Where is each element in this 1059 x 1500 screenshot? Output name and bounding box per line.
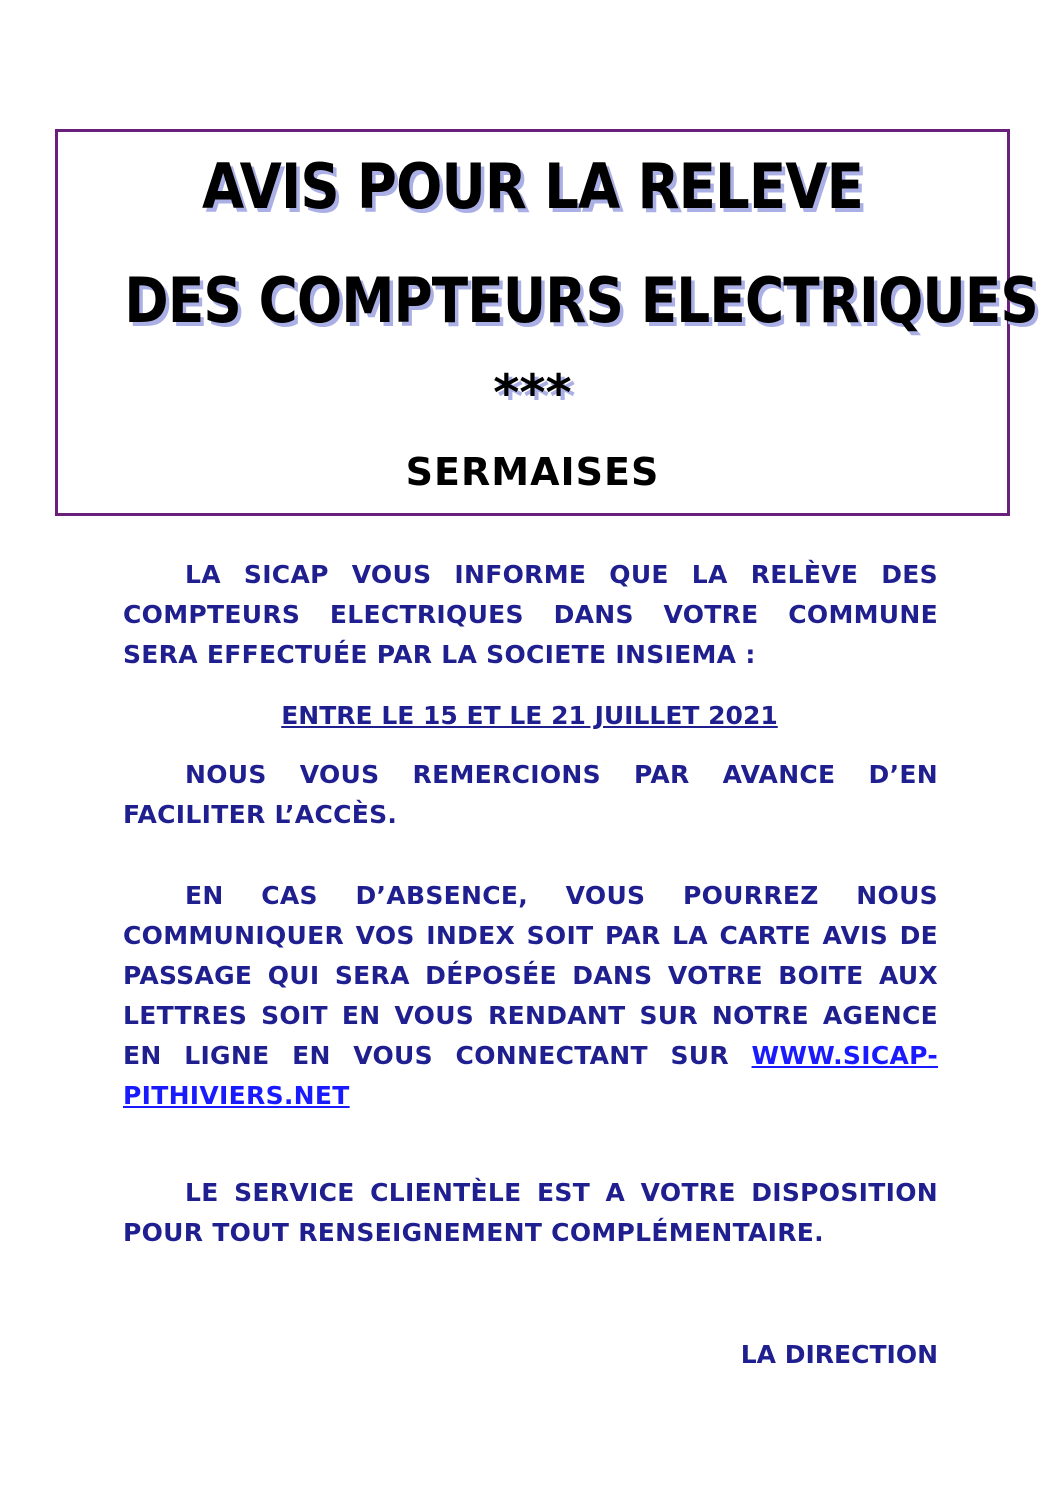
header-box: [55, 129, 1038, 516]
title-line-1: AVIS POUR LA RELEVE: [201, 150, 864, 223]
title-line-2: DES COMPTEURS ELECTRIQUES: [124, 264, 1038, 337]
service-paragraph: LE SERVICE CLIENTÈLE EST A VOTRE DISPOSITION POUR TOUT RENSEIGNEMENT COMPLÉMENTAIRE.: [123, 1178, 938, 1247]
date-range: [0, 696, 1059, 736]
absence-text: EN CAS D’ABSENCE, VOUS POURREZ NOUS COMMUNIQUER VOS INDEX SOIT PAR LA CARTE AVIS DE PASSAGE QUI SERA DÉPOSÉE DANS VOTRE BOITE AUX LETTRES SOIT EN VOUS RENDANT SUR NOTRE AGENCE EN LIGNE EN VOUS CONNECTANT SUR: [123, 881, 938, 1070]
signature: LA DIRECTION: [740, 1340, 938, 1369]
thanks-paragraph: NOUS VOUS REMERCIONS PAR AVANCE D’EN FACILITER L’ACCÈS.: [123, 760, 938, 829]
commune-name: SERMAISES: [405, 450, 660, 494]
title-separator: ***: [493, 364, 572, 422]
absence-paragraph: [123, 876, 938, 1116]
date-range-text: ENTRE LE 15 ET LE 21 JUILLET 2021: [281, 701, 778, 730]
intro-paragraph: LA SICAP VOUS INFORME QUE LA RELÈVE DES COMPTEURS ELECTRIQUES DANS VOTRE COMMUNE SERA EFFECTUÉE PAR LA SOCIETE INSIEMA :: [123, 560, 938, 669]
website-link[interactable]: WWW.SICAP-PITHIVIERS.NET: [123, 1041, 938, 1110]
